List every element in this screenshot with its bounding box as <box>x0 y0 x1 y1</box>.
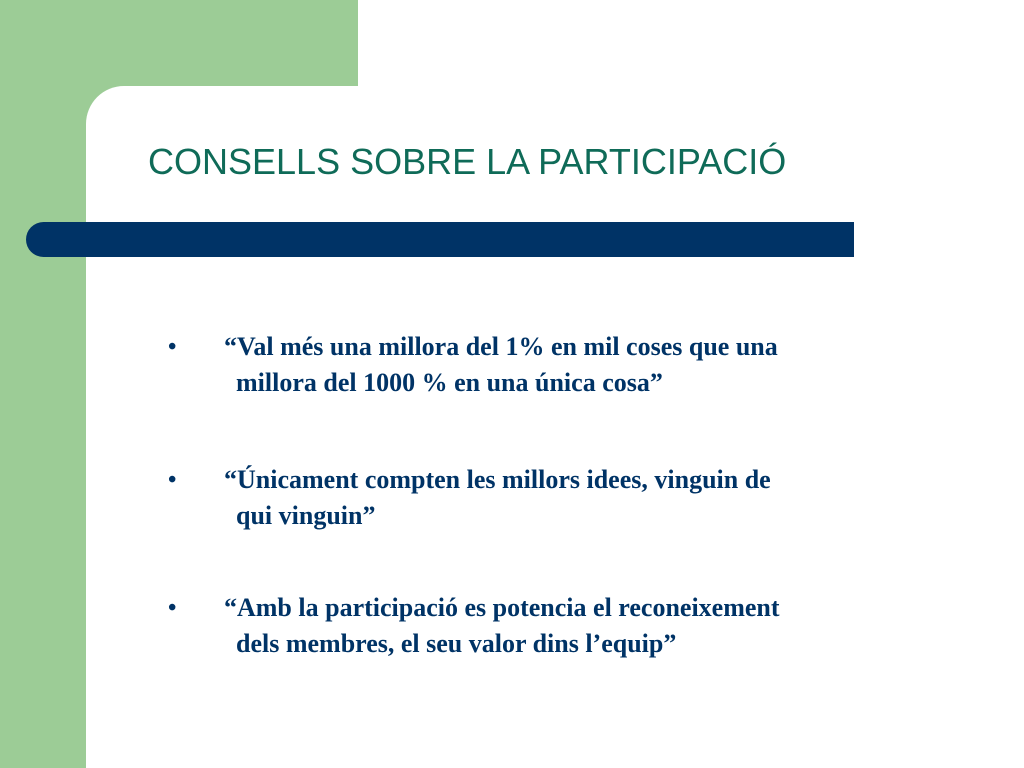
slide-content-panel <box>86 86 1024 768</box>
bullet-line: millora del 1000 % en una única cosa” <box>236 368 663 397</box>
bullet-line: dels membres, el seu valor dins l’equip” <box>236 629 677 658</box>
bullet-text <box>168 590 924 662</box>
bullet-item <box>168 462 924 534</box>
bullet-point-icon: • <box>168 334 177 360</box>
bullet-point-icon: • <box>168 467 177 493</box>
bullet-line: “Val més una millora del 1% en mil coses que una <box>224 332 778 361</box>
bullet-text <box>168 462 924 534</box>
slide-title: CONSELLS SOBRE LA PARTICIPACIÓ <box>148 141 787 182</box>
bullet-item <box>168 590 924 662</box>
bullet-item <box>168 329 924 401</box>
bullet-line: qui vinguin” <box>236 501 376 530</box>
bullet-line: “Únicament compten les millors idees, vinguin de <box>224 465 771 494</box>
title-underline-bar <box>26 222 854 257</box>
bullet-line: “Amb la participació es potencia el reconeixement <box>224 593 780 622</box>
bullet-text <box>168 329 924 401</box>
bullet-point-icon: • <box>168 595 177 621</box>
